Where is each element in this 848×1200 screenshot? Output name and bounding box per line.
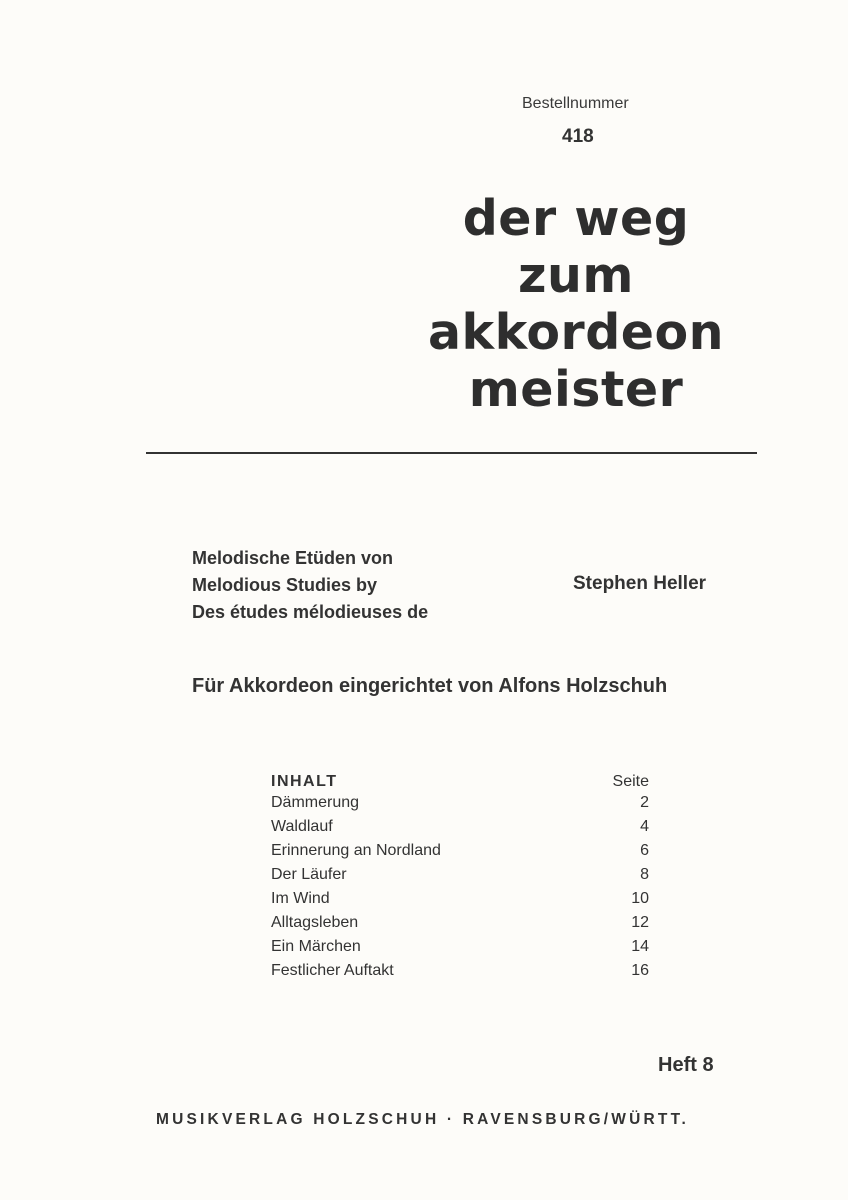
toc-page-heading: Seite xyxy=(612,773,649,790)
toc-entry-title: Erinnerung an Nordland xyxy=(271,842,441,859)
composer-name: Stephen Heller xyxy=(573,573,707,594)
toc-entry-page: 16 xyxy=(631,962,649,979)
title-line: meister xyxy=(468,361,684,418)
toc-list xyxy=(271,791,649,983)
toc-heading: INHALT xyxy=(271,773,338,790)
title-line: zum xyxy=(518,247,634,304)
arranger-credit: Für Akkordeon eingerichtet von Alfons Holzschuh xyxy=(192,675,668,697)
toc-entry-title: Dämmerung xyxy=(271,794,360,811)
table-of-contents xyxy=(271,764,649,983)
toc-row xyxy=(271,887,649,911)
toc-entry-page: 12 xyxy=(631,914,649,931)
toc-row xyxy=(271,815,649,839)
publisher-line: MUSIKVERLAG HOLZSCHUH · RAVENSBURG/WÜRTT. xyxy=(156,1111,690,1128)
book-title xyxy=(396,190,756,418)
title-line: akkordeon xyxy=(427,304,725,361)
order-number: 418 xyxy=(562,126,594,147)
toc-entry-page: 14 xyxy=(631,938,649,955)
horizontal-rule xyxy=(146,452,757,454)
intro-line-english: Melodious Studies by xyxy=(192,575,378,595)
toc-row xyxy=(271,839,649,863)
toc-row xyxy=(271,959,649,983)
toc-entry-page: 6 xyxy=(640,842,649,859)
toc-row xyxy=(271,935,649,959)
intro-block xyxy=(192,545,428,626)
toc-entry-page: 10 xyxy=(631,890,649,907)
intro-line-french: Des études mélodieuses de xyxy=(192,602,429,622)
toc-entry-title: Im Wind xyxy=(271,890,330,907)
toc-entry-title: Der Läufer xyxy=(271,866,347,883)
toc-header xyxy=(271,764,649,791)
toc-entry-page: 4 xyxy=(640,818,649,835)
intro-line-german: Melodische Etüden von xyxy=(192,548,394,568)
toc-row xyxy=(271,791,649,815)
order-number-label: Bestellnummer xyxy=(522,95,629,112)
toc-entry-title: Alltagsleben xyxy=(271,914,359,931)
toc-entry-page: 2 xyxy=(640,794,649,811)
toc-entry-title: Ein Märchen xyxy=(271,938,361,955)
toc-entry-page: 8 xyxy=(640,866,649,883)
volume-number: Heft 8 xyxy=(658,1054,714,1076)
toc-entry-title: Waldlauf xyxy=(271,818,333,835)
toc-row xyxy=(271,911,649,935)
title-line: der weg xyxy=(462,190,690,247)
toc-row xyxy=(271,863,649,887)
toc-entry-title: Festlicher Auftakt xyxy=(271,962,394,979)
